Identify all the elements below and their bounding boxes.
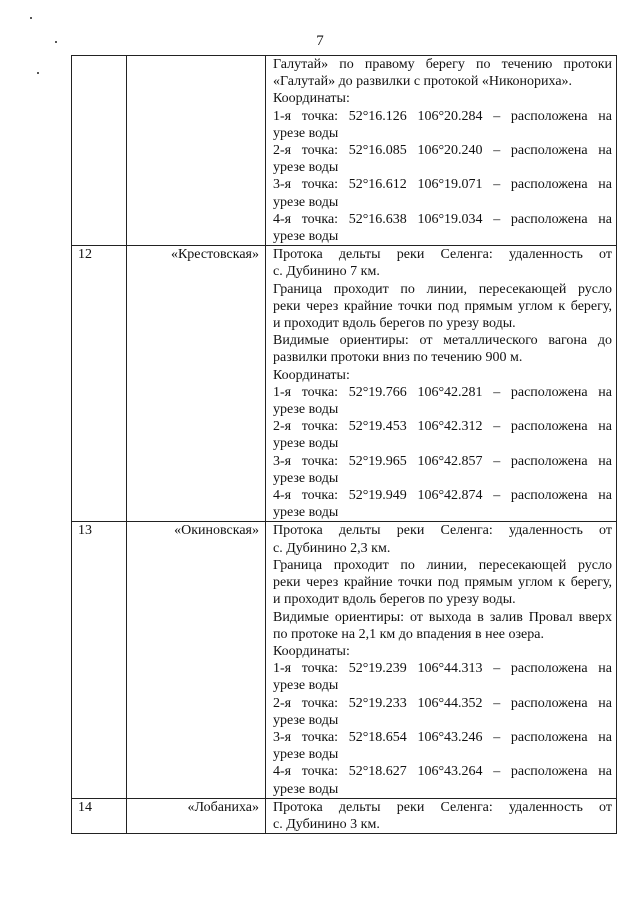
description-line: Протока дельты реки Селенга: удаленность от <box>273 523 612 539</box>
description-line: Граница проходит по линии, пересекающей русло <box>273 281 612 297</box>
description-line: и проходит вдоль берегов по урезу воды. <box>273 592 516 608</box>
description-line: с. Дубинино 2,3 км. <box>273 540 391 556</box>
description-line: урезе воды <box>273 160 339 176</box>
site-name: «Окиновская» <box>174 523 259 539</box>
description-line: 4-я точка: 52°18.627 106°43.264 – расположена на <box>273 764 612 780</box>
page-number: 7 <box>316 33 324 49</box>
description-line: Видимые ориентиры: от металлического вагона до <box>273 333 612 349</box>
table-row <box>72 246 617 522</box>
row-number: 12 <box>78 247 92 263</box>
table-row <box>72 798 617 833</box>
description-line: 3-я точка: 52°16.612 106°19.071 – расположена на <box>273 177 612 193</box>
description-line: 2-я точка: 52°19.233 106°44.352 – расположена на <box>273 695 612 711</box>
scan-dot <box>37 72 39 74</box>
table-row <box>72 56 617 246</box>
description-line: урезе воды <box>273 470 339 486</box>
row-number: 13 <box>78 523 92 539</box>
description-line: Координаты: <box>273 643 350 659</box>
site-name-cell <box>127 56 266 246</box>
description-line: Координаты: <box>273 367 350 383</box>
description-line: Галутай» по правому берегу по течению протоки <box>273 57 612 72</box>
description-line: Протока дельты реки Селенга: удаленность от <box>273 247 612 263</box>
description-line: 3-я точка: 52°18.654 106°43.246 – расположена на <box>273 729 612 745</box>
description-line: 1-я точка: 52°16.126 106°20.284 – расположена на <box>273 108 612 124</box>
description-cell <box>266 246 617 522</box>
description-line: урезе воды <box>273 402 339 418</box>
description-line: «Галутай» до развилки с протокой «Никонориха». <box>273 74 573 90</box>
description-line: Граница проходит по линии, пересекающей русло <box>273 557 612 573</box>
description-line: урезе воды <box>273 436 339 452</box>
description-line: реки через крайние точки под прямым углом к берегу, <box>273 298 612 314</box>
description-line: Координаты: <box>273 91 350 107</box>
document-table <box>71 55 617 834</box>
description-line: 3-я точка: 52°19.965 106°42.857 – расположена на <box>273 453 612 469</box>
description-line: и проходит вдоль берегов по урезу воды. <box>273 316 516 332</box>
description-line: реки через крайние точки под прямым углом к берегу, <box>273 575 612 591</box>
row-number-cell <box>72 246 127 522</box>
site-name-cell <box>127 246 266 522</box>
description-line: развилки протоки вниз по течению 900 м. <box>273 350 523 366</box>
scan-dot <box>30 17 32 19</box>
description-line: 4-я точка: 52°16.638 106°19.034 – расположена на <box>273 211 612 227</box>
description-line: Протока дельты реки Селенга: удаленность от <box>273 799 612 815</box>
description-line: с. Дубинино 7 км. <box>273 264 380 280</box>
row-number-cell <box>72 798 127 833</box>
description-line: урезе воды <box>273 678 339 694</box>
row-number: 14 <box>78 799 92 815</box>
description-line: по протоке на 2,1 км до впадения в нее озера. <box>273 626 544 642</box>
description-cell <box>266 522 617 798</box>
row-number-cell <box>72 56 127 246</box>
description-line: урезе воды <box>273 229 339 245</box>
description-line: 2-я точка: 52°16.085 106°20.240 – расположена на <box>273 143 612 159</box>
description-cell <box>266 798 617 833</box>
description-line: урезе воды <box>273 505 339 521</box>
table-row <box>72 522 617 798</box>
description-line: 1-я точка: 52°19.766 106°42.281 – расположена на <box>273 384 612 400</box>
description-line: урезе воды <box>273 712 339 728</box>
description-line: Видимые ориентиры: от выхода в залив Провал вверх <box>273 609 612 625</box>
description-line: 2-я точка: 52°19.453 106°42.312 – расположена на <box>273 419 612 435</box>
site-name: «Крестовская» <box>170 247 259 263</box>
description-cell <box>266 56 617 246</box>
site-name-cell <box>127 798 266 833</box>
row-number-cell <box>72 522 127 798</box>
description-line: урезе воды <box>273 747 339 763</box>
description-line: 4-я точка: 52°19.949 106°42.874 – расположена на <box>273 488 612 504</box>
description-line: урезе воды <box>273 781 339 797</box>
description-line: урезе воды <box>273 194 339 210</box>
site-name: «Лобаниха» <box>187 799 259 815</box>
description-line: урезе воды <box>273 125 339 141</box>
description-line: с. Дубинино 3 км. <box>273 816 380 832</box>
description-line: 1-я точка: 52°19.239 106°44.313 – расположена на <box>273 661 612 677</box>
site-name-cell <box>127 522 266 798</box>
